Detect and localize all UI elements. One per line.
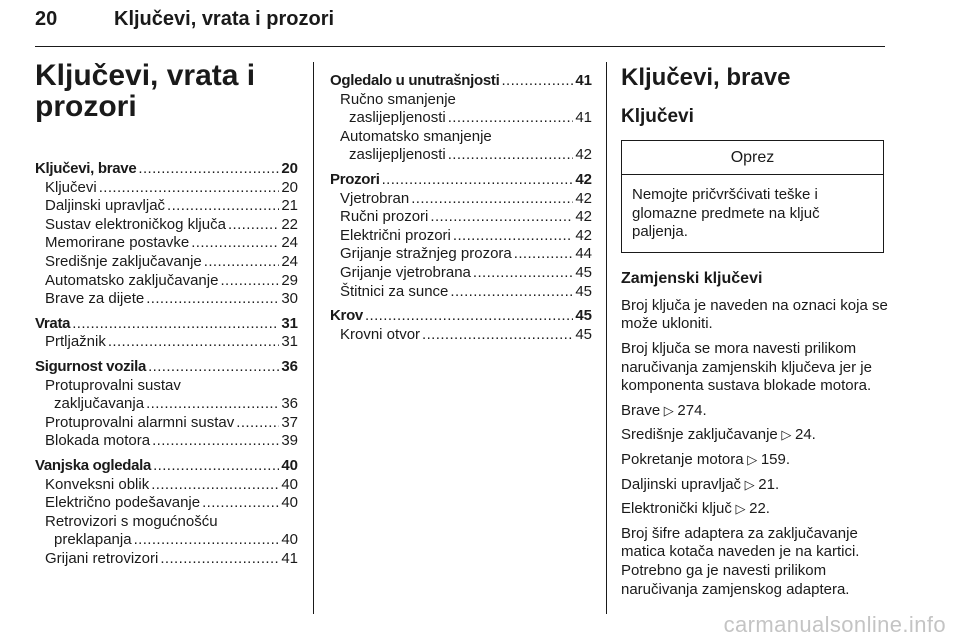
toc-page-number: 45 (575, 325, 592, 343)
paragraph (621, 340, 889, 396)
toc-leader-dots (204, 253, 280, 272)
page-reference-number[interactable]: 21. (758, 475, 780, 493)
paragraph-text: Daljinski upravljač (621, 475, 742, 493)
toc-leader-dots (108, 333, 279, 352)
column-divider (606, 62, 607, 614)
toc-column-1 (35, 60, 298, 568)
caution-heading: Oprez (622, 141, 883, 175)
toc-leader-dots (146, 395, 279, 414)
chapter-title-line: prozori (35, 90, 137, 123)
paragraph-text: Brave (621, 401, 661, 419)
toc-entry-text[interactable]: Protuprovalni sustav (45, 376, 181, 394)
toc-page-number: 42 (575, 226, 592, 244)
body-text (621, 297, 889, 599)
paragraph-text: Broj šifre adaptera za zaključavanje matica kotača naveden je na kartici. Potrebno ga je navesti prilikom naručivanja zamjenskog adaptera. (621, 524, 860, 598)
toc-entry-text[interactable]: Ručno smanjenje (340, 90, 456, 108)
toc-leader-dots (514, 245, 574, 264)
toc-entry-title: Ključevi (45, 178, 97, 196)
table-of-contents (35, 160, 298, 568)
toc-entry[interactable] (35, 550, 298, 569)
toc-entry-title: Električni prozori (340, 226, 451, 244)
toc-chapter-entry[interactable] (35, 457, 298, 476)
toc-page-number: 24 (281, 252, 298, 270)
toc-leader-dots (151, 476, 279, 495)
toc-page-number: 40 (281, 531, 298, 549)
cross-reference[interactable] (621, 500, 889, 519)
toc-chapter-entry[interactable] (330, 72, 592, 91)
toc-entry-title: Grijanje vjetrobrana (340, 263, 471, 281)
toc-entry-title: Memorirane postavke (45, 234, 190, 252)
toc-entry-title: Prtljažnik (45, 333, 106, 351)
toc-entry[interactable] (330, 109, 592, 128)
toc-page-number: 41 (575, 72, 592, 89)
toc-entry[interactable] (330, 227, 592, 246)
toc-page-number: 40 (281, 475, 298, 493)
toc-entry-title: Daljinski upravljač (45, 197, 166, 215)
toc-page-number: 40 (281, 494, 298, 512)
toc-page-number: 39 (281, 432, 298, 450)
toc-leader-dots (138, 160, 279, 179)
toc-leader-dots (153, 457, 279, 476)
toc-entry[interactable] (35, 414, 298, 433)
toc-leader-dots (148, 358, 279, 377)
toc-page-number: 24 (281, 234, 298, 252)
toc-page-number: 41 (575, 109, 592, 127)
chapter-title-line: Ključevi, vrata i (35, 59, 256, 92)
subsection-title: Ključevi (621, 106, 694, 127)
page-reference-arrow-icon: ▷ (741, 476, 759, 492)
toc-chapter-entry[interactable] (330, 171, 592, 190)
toc-page-number: 42 (575, 146, 592, 164)
toc-chapter-entry[interactable] (35, 160, 298, 179)
toc-leader-dots (191, 234, 279, 253)
toc-leader-dots (220, 272, 279, 291)
toc-page-number: 42 (575, 208, 592, 226)
toc-page-number: 36 (281, 357, 298, 375)
toc-entry[interactable] (330, 326, 592, 345)
toc-entry[interactable] (330, 245, 592, 264)
cross-reference[interactable] (621, 402, 889, 421)
page-reference-arrow-icon: ▷ (777, 427, 795, 443)
toc-leader-dots (448, 109, 574, 128)
toc-entry-title: Krov (330, 307, 363, 325)
page-reference-number[interactable]: 159. (760, 450, 791, 468)
paragraph-text: Elektronički ključ (621, 500, 732, 518)
toc-column-2 (330, 72, 592, 344)
toc-entry[interactable] (35, 272, 298, 291)
toc-leader-dots (422, 326, 573, 345)
toc-page-number: 44 (575, 245, 592, 263)
toc-entry-text[interactable]: Retrovizori s mogućnošću (45, 512, 218, 530)
toc-entry-title: Brave za dijete (45, 290, 145, 308)
toc-entry-title: Prozori (330, 170, 380, 188)
paragraph-text: Pokretanje motora (621, 450, 744, 468)
toc-page-number: 45 (575, 282, 592, 300)
toc-chapter-entry[interactable] (35, 315, 298, 334)
toc-entry[interactable] (35, 476, 298, 495)
toc-entry-title: Vanjska ogledala (35, 456, 152, 474)
toc-entry-title: preklapanja (54, 531, 132, 549)
running-title: Ključevi, vrata i prozori (114, 8, 335, 30)
toc-page-number: 42 (575, 170, 592, 188)
toc-chapter-entry[interactable] (330, 307, 592, 326)
toc-leader-dots (72, 315, 279, 334)
toc-entry-title: zaslijepljenosti (349, 146, 446, 164)
toc-leader-dots (411, 190, 573, 209)
spare-keys-heading: Zamjenski ključevi (621, 269, 763, 287)
toc-entry-title: zaslijepljenosti (349, 109, 446, 127)
toc-leader-dots (236, 414, 279, 433)
toc-leader-dots (448, 146, 574, 165)
cross-reference[interactable] (621, 451, 889, 470)
paragraph (621, 525, 889, 599)
toc-entry-title: Središnje zaključavanje (45, 252, 202, 270)
toc-page-number: 45 (575, 307, 592, 325)
toc-entry[interactable] (35, 179, 298, 198)
toc-leader-dots (146, 290, 279, 309)
toc-entry[interactable] (330, 190, 592, 209)
toc-entry-title: Automatsko zaključavanje (45, 271, 219, 289)
toc-entry-title: Sustav elektroničkog ključa (45, 215, 226, 233)
toc-entry-title: zaključavanja (54, 395, 145, 413)
toc-entry[interactable] (330, 208, 592, 227)
paragraph (621, 297, 889, 334)
toc-entry-title: Grijani retrovizori (45, 549, 159, 567)
toc-leader-dots (134, 531, 280, 550)
page-reference-arrow-icon: ▷ (743, 451, 761, 467)
paragraph-text: Središnje zaključavanje (621, 426, 778, 444)
toc-entry-title: Krovni otvor (340, 325, 421, 343)
toc-page-number: 22 (281, 215, 298, 233)
toc-page-number: 45 (575, 263, 592, 281)
toc-page-number: 37 (281, 413, 298, 431)
column-divider (313, 62, 314, 614)
toc-leader-dots (365, 307, 573, 326)
toc-entry-title: Blokada motora (45, 432, 151, 450)
toc-entry-text[interactable]: Automatsko smanjenje (340, 127, 492, 145)
toc-leader-dots (228, 216, 279, 235)
toc-leader-dots (152, 432, 279, 451)
toc-entry[interactable] (35, 494, 298, 513)
toc-entry[interactable] (35, 197, 298, 216)
content-column (621, 60, 889, 599)
page-header (35, 5, 885, 47)
toc-page-number: 30 (281, 290, 298, 308)
toc-entry-title: Protuprovalni alarmni sustav (45, 413, 235, 431)
toc-entry[interactable] (35, 333, 298, 352)
toc-page-number: 20 (281, 160, 298, 177)
page-reference-number[interactable]: 24. (795, 426, 816, 444)
caution-text: Nemojte pričvršćivati teške i glomazne predmete na ključ paljenja. (632, 186, 820, 241)
toc-page-number: 40 (281, 456, 298, 474)
toc-leader-dots (99, 179, 280, 198)
toc-leader-dots (167, 197, 279, 216)
toc-leader-dots (430, 208, 573, 227)
toc-page-number: 42 (575, 189, 592, 207)
toc-entry[interactable] (35, 290, 298, 309)
page-reference-arrow-icon: ▷ (660, 402, 678, 418)
page-reference-number[interactable]: 22. (749, 500, 770, 518)
toc-entry-title: Vjetrobran (340, 189, 410, 207)
toc-leader-dots (450, 283, 573, 302)
toc-entry-title: Ručni prozori (340, 208, 429, 226)
toc-entry[interactable] (330, 283, 592, 302)
paragraph-text: Broj ključa je naveden na oznaci koja se može ukloniti. (621, 296, 888, 333)
toc-chapter-entry[interactable] (35, 358, 298, 377)
toc-leader-dots (202, 494, 279, 513)
toc-leader-dots (160, 550, 279, 569)
toc-leader-dots (473, 264, 573, 283)
toc-entry[interactable] (35, 531, 298, 550)
cross-reference[interactable] (621, 426, 889, 445)
toc-entry-title: Grijanje stražnjeg prozora (340, 245, 512, 263)
toc-page-number: 31 (281, 314, 298, 332)
toc-entry[interactable] (35, 432, 298, 451)
toc-page-number: 29 (281, 271, 298, 289)
toc-entry-title: Štitnici za sunce (340, 282, 449, 300)
toc-entry-title: Ogledalo u unutrašnjosti (330, 72, 500, 89)
caution-box (621, 140, 884, 253)
toc-page-number: 21 (281, 197, 298, 215)
toc-entry-title: Ključevi, brave (35, 160, 137, 177)
toc-page-number: 36 (281, 395, 298, 413)
toc-entry[interactable] (35, 216, 298, 235)
toc-page-number: 31 (281, 333, 298, 351)
paragraph-text: Broj ključa se mora navesti prilikom naručivanja zamjenskih ključeva jer je komponenta sustava blokade motora. (621, 339, 872, 395)
page-reference-arrow-icon: ▷ (731, 501, 750, 517)
toc-entry[interactable] (330, 264, 592, 283)
toc-entry[interactable] (35, 234, 298, 253)
toc-entry-title: Sigurnost vozila (35, 357, 147, 375)
toc-entry-title: Vrata (35, 314, 71, 332)
toc-leader-dots (453, 227, 573, 246)
page-reference-number[interactable]: 274. (677, 401, 707, 419)
table-of-contents (330, 72, 592, 344)
watermark: carmanualsonline.info (723, 612, 946, 637)
section-title: Ključevi, brave (621, 64, 791, 91)
toc-entry[interactable] (35, 253, 298, 272)
toc-page-number: 20 (281, 178, 298, 196)
toc-entry[interactable] (330, 146, 592, 165)
toc-page-number: 41 (281, 549, 298, 567)
toc-entry[interactable] (35, 395, 298, 414)
chapter-title (35, 60, 298, 122)
toc-leader-dots (501, 72, 573, 91)
cross-reference[interactable] (621, 476, 889, 495)
toc-leader-dots (382, 171, 574, 190)
toc-entry-title: Električno podešavanje (45, 494, 201, 512)
toc-entry-title: Konveksni oblik (45, 475, 150, 493)
page-number: 20 (35, 8, 58, 30)
